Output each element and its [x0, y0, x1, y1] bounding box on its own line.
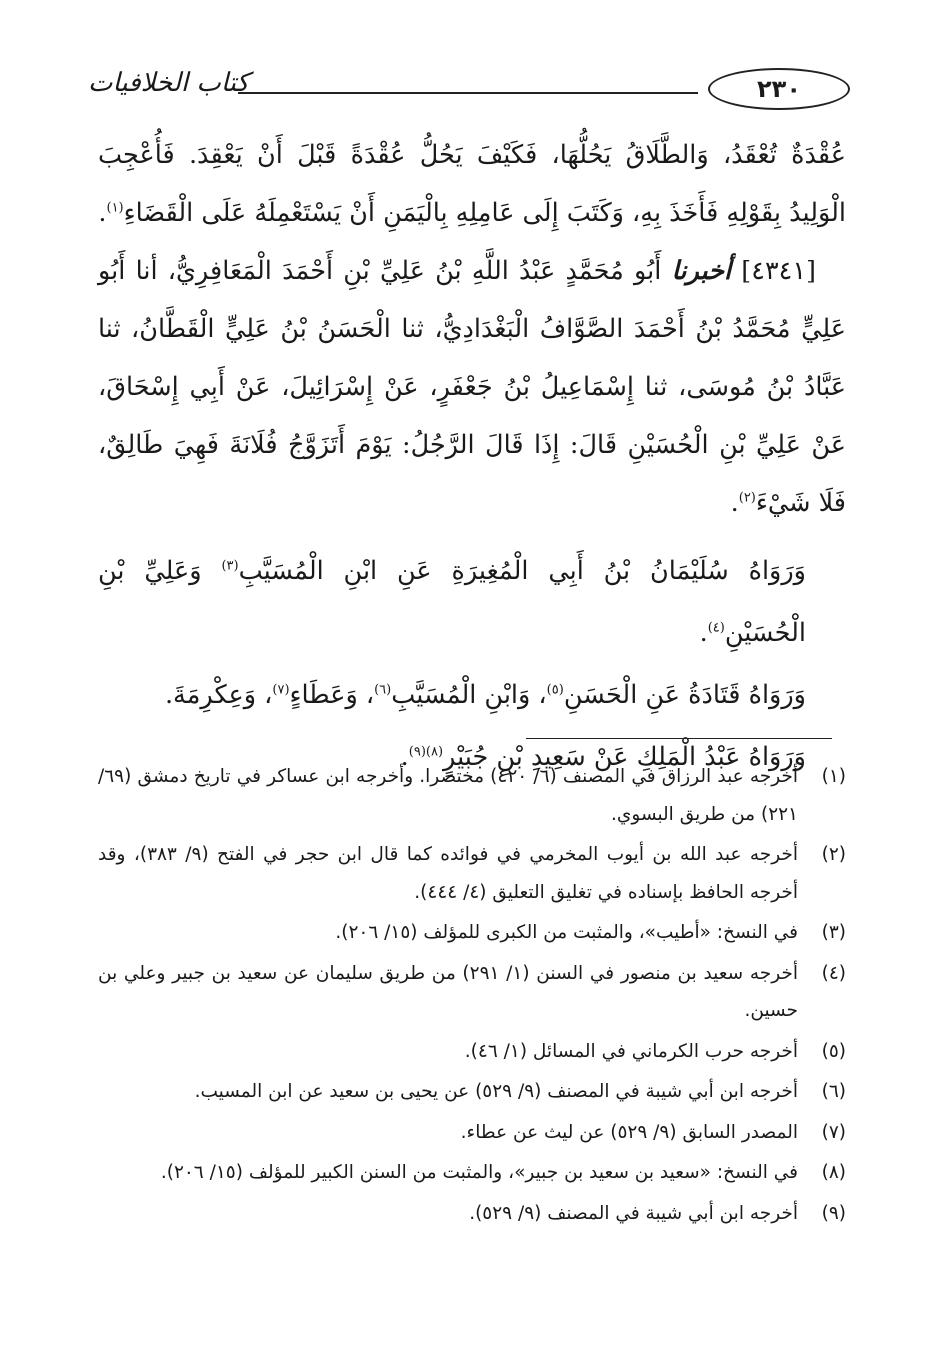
- footnote-ref-5[interactable]: (٥): [546, 682, 564, 698]
- footnote-item: [98, 955, 846, 1030]
- footnote-text: أخرجه ابن أبي شيبة في المصنف (٩/ ٥٢٩) عن يحيى بن سعيد عن ابن المسيب.: [194, 1081, 798, 1102]
- narration-1-part-a: وَرَوَاهُ سُلَيْمَانُ بْنُ أَبِي الْمُغِيرَةِ عَنِ ابْنِ الْمُسَيَّبِ: [238, 556, 806, 586]
- para1-line2: بِقَوْلِهِ فَأَخَذَ بِهِ، وَكَتَبَ إِلَى عَامِلِهِ بِالْيَمَنِ أَنْ يَسْتَعْمِلَهُ عَلَى الْقَضَاءِ: [123, 198, 781, 228]
- para1-line1: عُقْدَةٌ تُعْقَدُ، وَالطَّلَاقُ يَحُلُّهَا، فَكَيْفَ يَحُلُّ عُقْدَةً قَبْلَ أَنْ يَعْقِدَ. فَأُعْجِبَ الْوَلِيدُ: [98, 140, 846, 228]
- footnote-number: (٣): [821, 922, 846, 943]
- footnote-item: [98, 1073, 846, 1111]
- footnote-text: أخرجه عبد الله بن أيوب المخرمي في فوائده كما قال ابن حجر في الفتح (٩/ ٣٨٣)، وقد أخرجه الحافظ بإسناده في تغليق التعليق (٤/ ٤٤٤).: [98, 844, 798, 903]
- narration-2-part-a: وَرَوَاهُ قَتَادَةُ عَنِ الْحَسَنِ: [563, 680, 806, 710]
- footnote-ref-7[interactable]: (٧): [272, 682, 290, 698]
- footnote-text: أخرجه عبد الرزاق في المصنف (٦/ ٤٢٠) مختصرا. وأخرجه ابن عساكر في تاريخ دمشق (٦٩/ ٢٢١) من طريق البسوي.: [98, 766, 798, 825]
- footnote-number: (٧): [821, 1121, 846, 1143]
- narration-1-part-b: وَعَلِيِّ بْنِ الْحُسَيْنِ: [98, 556, 806, 648]
- footnote-item: [98, 1114, 846, 1152]
- footnote-text: المصدر السابق (٩/ ٥٢٩) عن ليث عن عطاء.: [460, 1121, 798, 1143]
- footnote-item: [98, 1154, 846, 1192]
- page-number: ٢٣٠: [708, 68, 850, 110]
- akhbarana-word: أخبرنا: [671, 256, 732, 286]
- hadith-text: أَبُو مُحَمَّدٍ عَبْدُ اللَّهِ بْنُ عَلِيِّ بْنِ أَحْمَدَ الْمَعَافِرِيُّ، أنا أَبُو عَلِيٍّ مُحَمَّدُ بْنُ أَحْمَدَ الصَّوَّافُ الْبَغْدَادِيُّ، ثنا الْحَسَنُ بْنُ عَلِيٍّ الْقَطَّانُ، ثنا عَبَّادُ بْنُ مُوسَى، ثنا إِسْمَاعِيلُ بْنُ جَعْفَرٍ، عَنْ إِسْرَائِيلَ، عَنْ أَبِي إِسْحَاقَ، عَنْ عَلِيِّ بْنِ الْحُسَيْنِ قَالَ: إِذَا قَالَ الرَّجُلُ: يَوْمَ أَتَزَوَّجُ فُلَانَةَ فَهِيَ طَالِقٌ، فَلَا شَيْءَ: [98, 256, 846, 518]
- narration-line-2: [98, 664, 806, 726]
- footnote-number: (٤): [821, 962, 846, 984]
- narration-line-1: وَرَوَاهُ سُلَيْمَانُ بْنُ أَبِي الْمُغِيرَةِ عَنِ ابْنِ الْمُسَيَّبِ$^{(٣)}$ وَعَلِيِّ بْنِ الْحُسَيْنِ$^{(٤)}$.: [98, 556, 806, 648]
- footnote-separator: [526, 738, 832, 739]
- footnote-text: أخرجه سعيد بن منصور في السنن (١/ ٢٩١) من طريق سليمان عن سعيد بن جبير وعلي بن حسين.: [98, 962, 798, 1021]
- main-text: [98, 126, 846, 788]
- footnote-item: [98, 836, 846, 911]
- book-title: كتاب الخلافيات: [88, 68, 250, 98]
- footnote-ref-4[interactable]: (٤): [707, 620, 725, 636]
- narration-2-part-c: ، وَعَطَاءٍ: [289, 680, 375, 710]
- footnote-number: (١): [821, 766, 846, 787]
- narration-3-part-a: وَرَوَاهُ عَبْدُ الْمَلِكِ عَنْ سَعِيدِ بْنِ جُبَيْرٍ: [443, 742, 806, 772]
- narration-2-part-b: ، وَابْنِ الْمُسَيَّبِ: [391, 680, 547, 710]
- footnote-text: أخرجه حرب الكرماني في المسائل (١/ ٤٦).: [464, 1040, 798, 1062]
- footnote-item: [98, 758, 846, 833]
- footnote-number: (٩): [821, 1202, 846, 1224]
- narration-2-part-d: ، وَعِكْرِمَةَ.: [164, 680, 273, 710]
- hadith-number: [٤٣٤١]: [741, 256, 816, 286]
- paragraph-continuation: عُقْدَةٌ تُعْقَدُ، وَالطَّلَاقُ يَحُلُّهَا، فَكَيْفَ يَحُلُّ عُقْدَةً قَبْلَ أَنْ يَعْقِدَ. فَأُعْجِبَ الْوَلِيدُ بِقَوْلِهِ فَأَخَذَ بِهِ، وَكَتَبَ إِلَى عَامِلِهِ بِالْيَمَنِ أَنْ يَسْتَعْمِلَهُ عَلَى الْقَضَاءِ$^{(١)}$.: [98, 140, 846, 228]
- footnote-number: (٨): [821, 1162, 846, 1183]
- footnote-text: أخرجه ابن أبي شيبة في المصنف (٩/ ٥٢٩).: [469, 1202, 798, 1224]
- footnote-ref-2[interactable]: (٢): [738, 490, 756, 506]
- footnote-ref-8-9[interactable]: (٨)(٩): [408, 744, 444, 760]
- footnote-ref-6[interactable]: (٦): [374, 682, 392, 698]
- narration-line-3: وَرَوَاهُ عَبْدُ الْمَلِكِ عَنْ سَعِيدِ بْنِ جُبَيْرٍ$^{(٨)(٩)}$.: [400, 742, 806, 772]
- footnote-item: [98, 1195, 846, 1233]
- footnote-ref-1[interactable]: (١): [106, 200, 124, 216]
- footnote-item: [98, 914, 846, 952]
- footnote-ref-3[interactable]: (٣): [221, 558, 239, 574]
- footnote-item: [98, 1033, 846, 1071]
- hadith-paragraph: [٤٣٤١] أخبرنا أَبُو مُحَمَّدٍ عَبْدُ اللَّهِ بْنُ عَلِيِّ بْنِ أَحْمَدَ الْمَعَافِرِيُّ، أنا أَبُو عَلِيٍّ مُحَمَّدُ بْنُ أَحْمَدَ الصَّوَّافُ الْبَغْدَادِيُّ، ثنا الْحَسَنُ بْنُ عَلِيٍّ الْقَطَّانُ، ثنا عَبَّادُ بْنُ مُوسَى، ثنا إِسْمَاعِيلُ بْنُ جَعْفَرٍ، عَنْ إِسْرَائِيلَ، عَنْ أَبِي إِسْحَاقَ، عَنْ عَلِيِّ بْنِ الْحُسَيْنِ قَالَ: إِذَا قَالَ الرَّجُلُ: يَوْمَ أَتَزَوَّجُ فُلَانَةَ فَهِيَ طَالِقٌ، فَلَا شَيْءَ$^{(٢)}$.: [98, 256, 846, 518]
- footnote-number: (٦): [821, 1081, 846, 1102]
- footnote-text: في النسخ: «سعيد بن سعيد بن جبير»، والمثبت من السنن الكبير للمؤلف (١٥/ ٢٠٦).: [160, 1162, 798, 1183]
- footnote-text: في النسخ: «أطيب»، والمثبت من الكبرى للمؤلف (١٥/ ٢٠٦).: [335, 922, 798, 943]
- footnotes: [98, 758, 846, 1235]
- page-header: [88, 62, 850, 122]
- footnote-number: (٢): [821, 844, 846, 865]
- header-rule: [238, 92, 698, 94]
- footnote-number: (٥): [821, 1040, 846, 1062]
